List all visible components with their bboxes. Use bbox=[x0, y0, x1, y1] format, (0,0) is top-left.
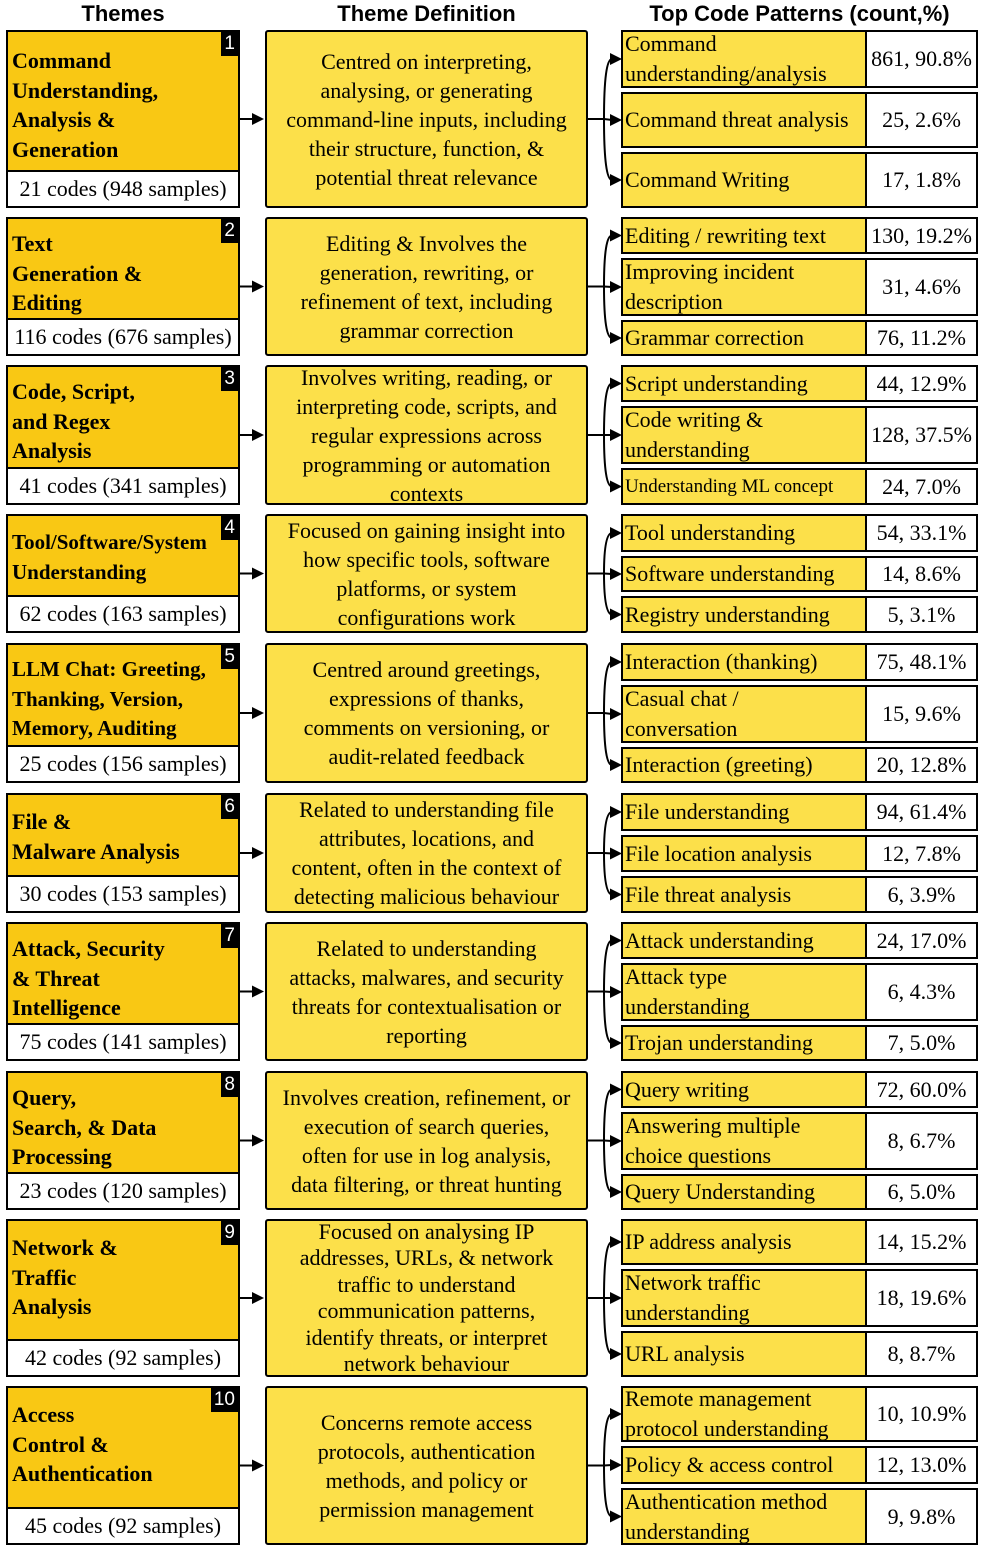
pattern-label: IP address analysis bbox=[621, 1219, 867, 1265]
pattern-count: 94, 61.4% bbox=[865, 793, 978, 831]
theme-box bbox=[6, 1219, 240, 1377]
pattern-count: 128, 37.5% bbox=[865, 406, 978, 464]
theme-name: File & Malware Analysis bbox=[12, 809, 180, 864]
arrow-head-icon bbox=[252, 707, 264, 719]
theme-box bbox=[6, 365, 240, 505]
branch-line-bottom bbox=[604, 1141, 612, 1193]
pattern-label: Answering multiple choice questions bbox=[621, 1112, 867, 1170]
theme-number-badge: 6 bbox=[221, 795, 238, 819]
pattern-count: 12, 13.0% bbox=[865, 1446, 978, 1484]
theme-name: Code, Script, and Regex Analysis bbox=[12, 379, 135, 463]
branch-line-bottom bbox=[604, 119, 612, 180]
pattern-count: 31, 4.6% bbox=[865, 258, 978, 316]
theme-name: Text Generation & Editing bbox=[12, 231, 143, 315]
pattern-count: 44, 12.9% bbox=[865, 365, 978, 402]
theme-definition: Related to understanding attacks, malwares, and security threats for contextualisation or reporting bbox=[265, 922, 588, 1061]
pattern-count: 8, 8.7% bbox=[865, 1331, 978, 1377]
pattern-count: 15, 9.6% bbox=[865, 685, 978, 743]
theme-name: Command Understanding, Analysis & Generation bbox=[12, 48, 159, 162]
theme-definition: Concerns remote access protocols, authentication methods, and policy or permission management bbox=[265, 1386, 588, 1545]
pattern-label: Policy & access control bbox=[621, 1446, 867, 1484]
theme-box bbox=[6, 514, 240, 633]
branch-line-bottom bbox=[604, 713, 612, 765]
theme-code-count: 23 codes (120 samples) bbox=[8, 1172, 238, 1208]
theme-definition: Involves writing, reading, or interpreting code, scripts, and regular expressions across programming or automation contexts bbox=[265, 365, 588, 505]
theme-number-badge: 3 bbox=[221, 367, 238, 391]
theme-code-count: 25 codes (156 samples) bbox=[8, 745, 238, 781]
branch-line-bottom bbox=[604, 992, 612, 1044]
arrow-head-icon bbox=[252, 1135, 264, 1147]
branch-line-top bbox=[604, 1090, 612, 1141]
theme-definition: Editing & Involves the generation, rewriting, or refinement of text, including grammar correction bbox=[265, 217, 588, 356]
pattern-count: 10, 10.9% bbox=[865, 1386, 978, 1442]
pattern-count: 12, 7.8% bbox=[865, 835, 978, 872]
pattern-label: Grammar correction bbox=[621, 320, 867, 356]
theme-box bbox=[6, 922, 240, 1061]
pattern-count: 8, 6.7% bbox=[865, 1112, 978, 1170]
branch-line-middle bbox=[604, 1465, 612, 1466]
pattern-label: Remote management protocol understanding bbox=[621, 1386, 867, 1442]
pattern-count: 14, 8.6% bbox=[865, 556, 978, 592]
pattern-label: Command understanding/analysis bbox=[621, 30, 867, 88]
branch-line-bottom bbox=[604, 574, 612, 615]
pattern-label: Code writing & understanding bbox=[621, 406, 867, 464]
branch-line-middle bbox=[604, 713, 612, 714]
pattern-count: 6, 4.3% bbox=[865, 963, 978, 1021]
pattern-count: 18, 19.6% bbox=[865, 1269, 978, 1327]
theme-code-count: 42 codes (92 samples) bbox=[8, 1339, 238, 1375]
pattern-count: 25, 2.6% bbox=[865, 92, 978, 148]
arrow-head-icon bbox=[252, 429, 264, 441]
theme-code-count: 21 codes (948 samples) bbox=[8, 170, 238, 206]
theme-box bbox=[6, 1071, 240, 1210]
branch-line-middle bbox=[604, 574, 612, 575]
theme-code-count: 41 codes (341 samples) bbox=[8, 467, 238, 503]
pattern-count: 76, 11.2% bbox=[865, 320, 978, 356]
arrow-head-icon bbox=[252, 281, 264, 293]
pattern-label: Script understanding bbox=[621, 365, 867, 402]
branch-line-top bbox=[604, 1242, 612, 1298]
theme-code-count: 30 codes (153 samples) bbox=[8, 875, 238, 911]
pattern-count: 20, 12.8% bbox=[865, 747, 978, 783]
theme-definition: Involves creation, refinement, or execution of search queries, often for use in log analysis, data filtering, or threat hunting bbox=[265, 1071, 588, 1210]
theme-code-count: 45 codes (92 samples) bbox=[8, 1507, 238, 1543]
theme-number-badge: 7 bbox=[221, 924, 238, 948]
theme-definition: Related to understanding file attributes, locations, and content, often in the context of detecting malicious behaviour bbox=[265, 793, 588, 913]
pattern-label: Attack understanding bbox=[621, 922, 867, 959]
theme-code-count: 116 codes (676 samples) bbox=[8, 318, 238, 354]
theme-definition: Centred around greetings, expressions of thanks, comments on versioning, or audit-related feedback bbox=[265, 643, 588, 783]
pattern-label: Authentication method understanding bbox=[621, 1488, 867, 1545]
arrow-head-icon bbox=[252, 568, 264, 580]
branch-line-middle bbox=[604, 1141, 612, 1142]
branch-line-top bbox=[604, 384, 612, 436]
pattern-label: Attack type understanding bbox=[621, 963, 867, 1021]
arrow-head-icon bbox=[252, 986, 264, 998]
pattern-label: Registry understanding bbox=[621, 596, 867, 633]
theme-name: Query, Search, & Data Processing bbox=[12, 1085, 157, 1169]
pattern-label: Network traffic understanding bbox=[621, 1269, 867, 1327]
theme-code-count: 75 codes (141 samples) bbox=[8, 1023, 238, 1059]
theme-box bbox=[6, 793, 240, 913]
pattern-label: Editing / rewriting text bbox=[621, 217, 867, 254]
branch-line-top bbox=[604, 812, 612, 853]
theme-box bbox=[6, 643, 240, 783]
branch-line-bottom bbox=[604, 853, 612, 895]
theme-number-badge: 4 bbox=[221, 516, 238, 540]
pattern-count: 5, 3.1% bbox=[865, 596, 978, 633]
theme-definition: Focused on gaining insight into how specific tools, software platforms, or system configurations work bbox=[265, 514, 588, 633]
theme-box bbox=[6, 217, 240, 356]
arrow-head-icon bbox=[252, 1460, 264, 1472]
branch-line-middle bbox=[604, 119, 612, 120]
branch-line-bottom bbox=[604, 287, 612, 339]
pattern-count: 6, 5.0% bbox=[865, 1174, 978, 1210]
theme-code-count: 62 codes (163 samples) bbox=[8, 595, 238, 631]
pattern-label: Tool understanding bbox=[621, 514, 867, 552]
arrow-head-icon bbox=[252, 847, 264, 859]
pattern-label: File location analysis bbox=[621, 835, 867, 872]
pattern-label: File understanding bbox=[621, 793, 867, 831]
pattern-label: Query writing bbox=[621, 1071, 867, 1108]
theme-name: Tool/Software/System Understanding bbox=[12, 530, 207, 584]
theme-box bbox=[6, 1386, 240, 1545]
pattern-label: Command Writing bbox=[621, 152, 867, 208]
pattern-count: 24, 17.0% bbox=[865, 922, 978, 959]
theme-name: Access Control & Authentication bbox=[12, 1402, 153, 1486]
pattern-count: 7, 5.0% bbox=[865, 1025, 978, 1061]
pattern-label: Software understanding bbox=[621, 556, 867, 592]
arrow-head-icon bbox=[252, 1292, 264, 1304]
theme-number-badge: 1 bbox=[221, 32, 238, 56]
pattern-count: 861, 90.8% bbox=[865, 30, 978, 88]
pattern-label: Casual chat / conversation bbox=[621, 685, 867, 743]
theme-box bbox=[6, 30, 240, 208]
pattern-count: 14, 15.2% bbox=[865, 1219, 978, 1265]
pattern-label: Query Understanding bbox=[621, 1174, 867, 1210]
theme-number-badge: 2 bbox=[221, 219, 238, 243]
theme-number-badge: 5 bbox=[221, 645, 238, 669]
pattern-count: 17, 1.8% bbox=[865, 152, 978, 208]
branch-line-top bbox=[604, 1414, 612, 1466]
definition-header: Theme Definition bbox=[337, 1, 516, 26]
branch-line-top bbox=[604, 533, 612, 574]
branch-line-middle bbox=[604, 853, 612, 854]
pattern-label: Command threat analysis bbox=[621, 92, 867, 148]
pattern-label: Trojan understanding bbox=[621, 1025, 867, 1061]
pattern-count: 6, 3.9% bbox=[865, 876, 978, 913]
branch-line-top bbox=[604, 662, 612, 713]
theme-definition: Centred on interpreting, analysing, or generating command-line inputs, including their structure, function, & potential threat relevance bbox=[265, 30, 588, 208]
pattern-label: Understanding ML concept bbox=[621, 468, 867, 505]
branch-line-top bbox=[604, 59, 612, 119]
branch-line-top bbox=[604, 941, 612, 992]
pattern-label: Interaction (thanking) bbox=[621, 643, 867, 681]
branch-line-middle bbox=[604, 992, 612, 993]
pattern-count: 130, 19.2% bbox=[865, 217, 978, 254]
branch-line-top bbox=[604, 236, 612, 287]
theme-definition: Focused on analysing IP addresses, URLs, & network traffic to understand communication patterns, identify threats, or interpret network behaviour bbox=[265, 1219, 588, 1377]
pattern-count: 75, 48.1% bbox=[865, 643, 978, 681]
arrow-head-icon bbox=[252, 113, 264, 125]
pattern-label: Improving incident description bbox=[621, 258, 867, 316]
pattern-count: 54, 33.1% bbox=[865, 514, 978, 552]
theme-number-badge: 9 bbox=[221, 1221, 238, 1245]
pattern-count: 24, 7.0% bbox=[865, 468, 978, 505]
pattern-label: Interaction (greeting) bbox=[621, 747, 867, 783]
theme-name: Network & Traffic Analysis bbox=[12, 1235, 118, 1319]
patterns-header: Top Code Patterns (count,%) bbox=[649, 1, 950, 26]
pattern-count: 9, 9.8% bbox=[865, 1488, 978, 1545]
theme-name: LLM Chat: Greeting, Thanking, Version, Memory, Auditing bbox=[12, 657, 206, 740]
pattern-label: File threat analysis bbox=[621, 876, 867, 913]
branch-line-bottom bbox=[604, 1298, 612, 1354]
pattern-count: 72, 60.0% bbox=[865, 1071, 978, 1108]
branch-line-middle bbox=[604, 287, 612, 288]
themes-header: Themes bbox=[81, 1, 165, 26]
branch-line-bottom bbox=[604, 435, 612, 487]
theme-name: Attack, Security & Threat Intelligence bbox=[12, 936, 165, 1020]
pattern-label: URL analysis bbox=[621, 1331, 867, 1377]
theme-number-badge: 10 bbox=[211, 1388, 238, 1412]
theme-number-badge: 8 bbox=[221, 1073, 238, 1097]
branch-line-bottom bbox=[604, 1466, 612, 1517]
